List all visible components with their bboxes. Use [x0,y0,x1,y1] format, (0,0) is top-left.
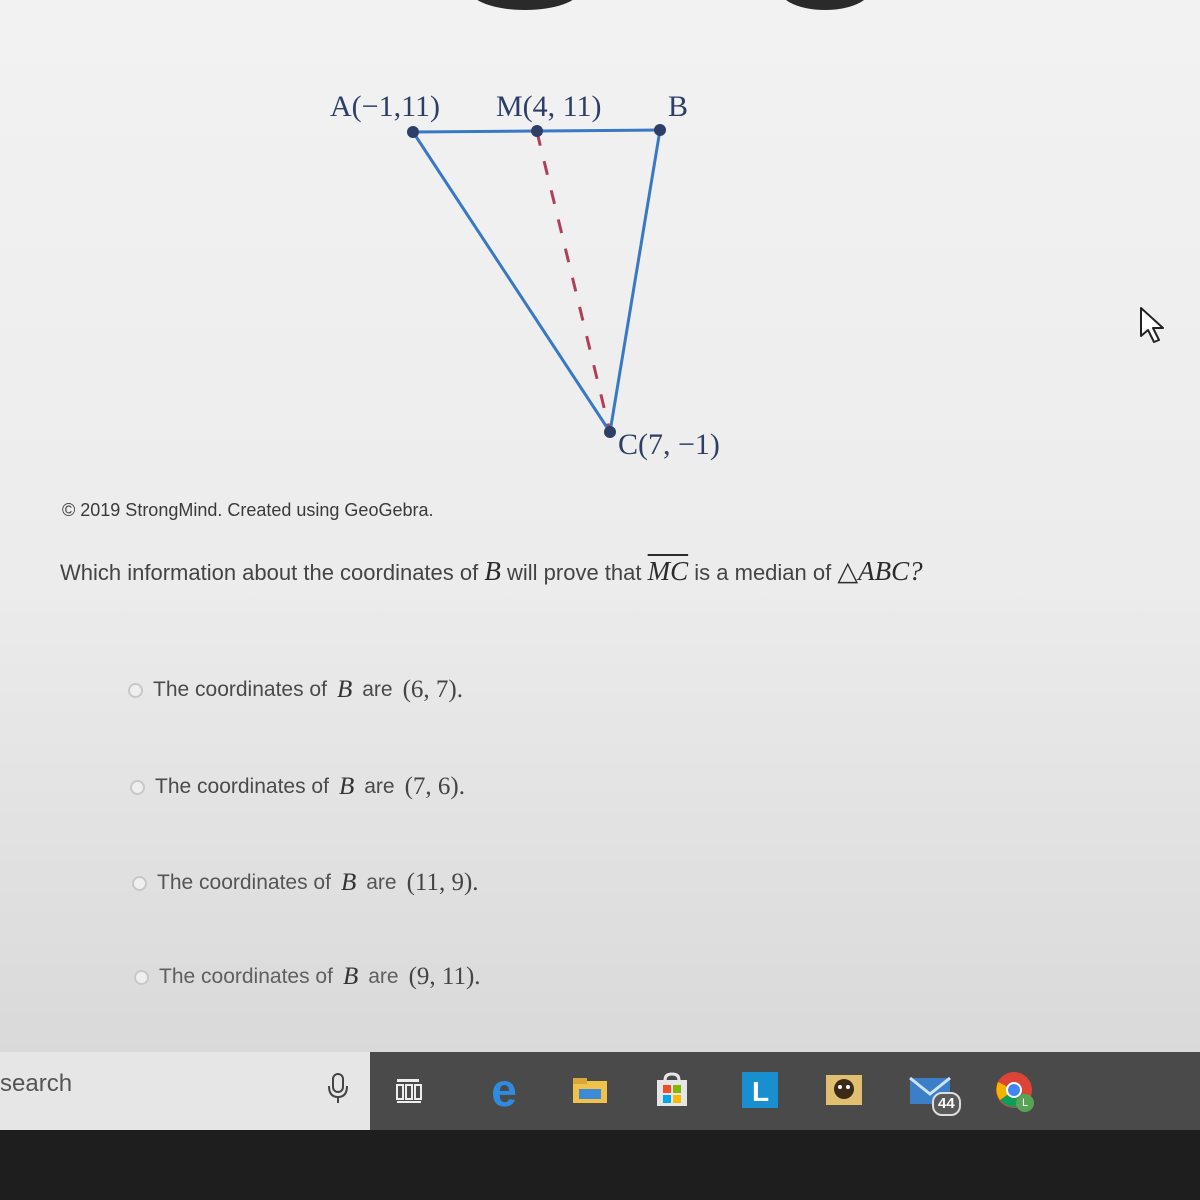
copyright-note: © 2019 StrongMind. Created using GeoGebra. [62,500,434,520]
question-var-b: B [484,556,501,586]
option-are: are [364,775,395,798]
label-a: A(−1,11) [330,90,440,123]
taskbar [0,1052,1200,1132]
option-are: are [362,678,393,701]
option-var: B [342,963,359,990]
median-mc [537,132,610,432]
label-m: M(4, 11) [496,90,602,123]
segment-mc: $\overline{MC}$ [647,556,689,586]
option-var: B [338,773,355,800]
chrome-profile-badge: L [1016,1094,1034,1112]
photo-app-icon[interactable] [820,1066,868,1114]
question-prefix: Which information about the coordinates of [60,560,479,585]
vertex-c-point [604,426,616,438]
taskbar-search-box[interactable] [0,1052,370,1132]
question-middle: will prove that [507,560,642,585]
search-input[interactable]: search [0,1070,73,1097]
radio-button[interactable] [128,683,143,698]
svg-text:L: L [752,1076,770,1107]
option-var: B [336,676,353,703]
file-explorer-icon[interactable] [566,1066,614,1114]
vertex-b-point [654,124,666,136]
option-value: (7, 6). [404,773,465,800]
option-are: are [368,965,399,988]
side-bc [610,130,660,432]
radio-button[interactable] [132,876,147,891]
answer-option-3[interactable] [132,869,479,897]
edge-icon[interactable]: e [491,1064,517,1116]
label-b: B [668,90,689,123]
option-prefix: The coordinates of [159,965,333,988]
midpoint-m-point [531,125,543,137]
mouse-cursor-icon [1138,306,1172,346]
label-c: C(7, −1) [618,428,720,461]
answer-option-2[interactable] [130,773,465,801]
triangle-figure [0,0,1200,480]
option-var: B [340,869,357,896]
question-suffix: is a median of [694,560,832,585]
option-prefix: The coordinates of [157,871,331,894]
answer-option-1[interactable] [128,676,463,704]
option-value: (11, 9). [406,869,479,896]
task-view-icon[interactable] [386,1066,434,1114]
l-app-icon[interactable] [736,1066,784,1114]
triangle-abc: △ABC? [837,556,923,586]
side-ac [413,132,610,432]
radio-button[interactable] [130,780,145,795]
radio-button[interactable] [134,970,149,985]
mail-badge: 44 [932,1092,961,1116]
store-icon[interactable] [648,1066,696,1114]
option-value: (9, 11). [408,963,481,990]
vertex-a-point [407,126,419,138]
microphone-icon[interactable] [326,1072,350,1106]
answer-option-4[interactable] [134,963,481,991]
question-text [60,556,923,587]
option-are: are [366,871,397,894]
option-value: (6, 7). [402,676,463,703]
option-prefix: The coordinates of [153,678,327,701]
option-prefix: The coordinates of [155,775,329,798]
monitor-bezel [0,1130,1200,1200]
